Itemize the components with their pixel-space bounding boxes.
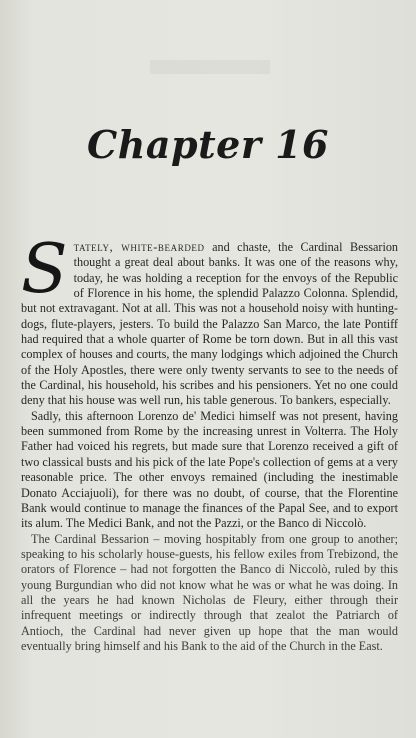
- bleed-through-shadow: [150, 60, 270, 74]
- drop-cap-letter: S: [21, 230, 68, 309]
- chapter-title: Chapter 16: [87, 122, 329, 167]
- paragraph-3: The Cardinal Bessarion – moving hospitably from one group to another; speaking to his scholarly house-guests, his fellow exiles from Trebizond, the orators of Florence – had not forgotten the Banco di Niccolò, ruled by this young Burgundian who did not know what he was or what he was doing. In all the years he had known Nicholas de Fleury, either through their infrequent meetings or indirectly through that zealot the Patriarch of Antioch, the Cardinal had never given up hope that the man would eventually bring himself and his Bank to the aid of the Church in the East.: [21, 531, 398, 653]
- paragraph-1-text: and chaste, the Cardinal Bessarion thought a great deal about banks. It was one of the reasons why, today, he was holding a reception for the envoys of the Republic of Florence in his home, the splendid Palazzo Colonna. Splendid, but not extravagant. Not at all. This was not a household noisy with hunting-dogs, flute-players, jesters. To build the Palazzo San Marco, the late Pontiff had required that a whole quarter of Rome be torn down. But in all this vast complex of houses and courts, the many lodgings which adjoined the Church of the Holy Apostles, there were only twenty servants to see to the needs of the Cardinal, his household, his scribes and his pensioners. Yet no one could deny that his house was well run, his table generous. To bankers, especially.: [21, 240, 399, 408]
- paragraph-1: [21, 230, 399, 409]
- lead-in-smallcaps: tately, white-bearded: [73, 240, 205, 254]
- chapter-body: [21, 230, 399, 654]
- paragraph-2: Sadly, this afternoon Lorenzo de' Medici himself was not present, having been summoned from Rome by the increasing unrest in Volterra. The Holy Father had voiced his regrets, but made sure that Lorenzo received a gift of two classical busts and his pick of the late Pope's collection of gems at a very reasonable price. The other envoys remained (including the inestimable Donato Acciajuoli), for there was no doubt, of course, that the Florentine Bank would continue to manage the finances of the Papal See, and to export its alum. The Medici Bank, and not the Pazzi, or the Banco di Niccolò.: [21, 408, 398, 531]
